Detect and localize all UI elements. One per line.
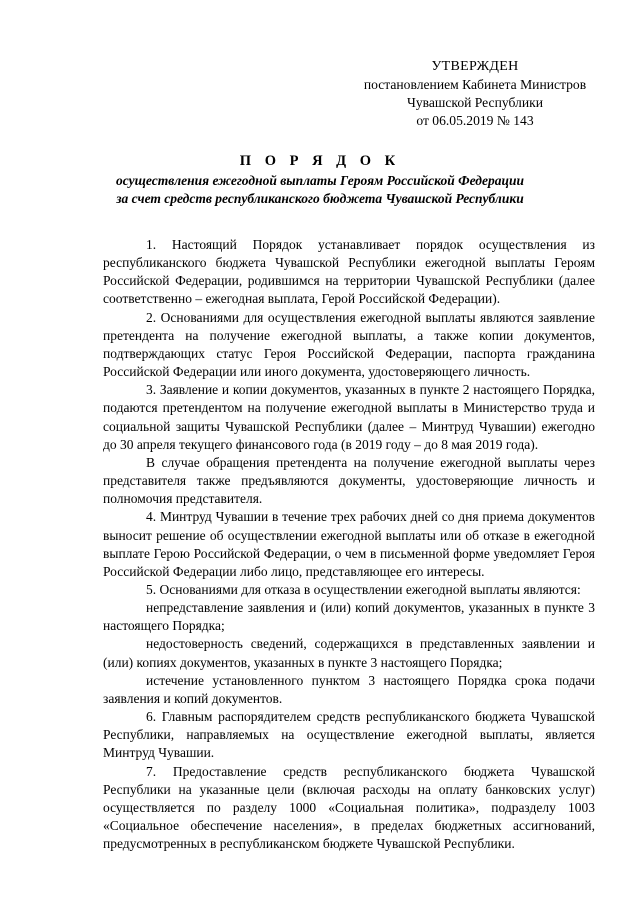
document-title-block [80,152,560,208]
approval-stamp [340,58,610,130]
document-subtitle-line-2: за счет средств республиканского бюджета Чувашской Республики [116,191,524,206]
paragraph-5-item-1: непредставление заявления и (или) копий документов, указанных в пункте 3 настоящего Порядка; [103,600,595,634]
paragraph-1: 1. Настоящий Порядок устанавливает порядок осуществления из республиканского бюджета Чувашской Республики ежегодной выплаты Героям Российской Федерации, родившимся на территории Чувашской Республики (далее соответственно – ежегодная выплата, Герой Российской Федерации). [103,237,595,307]
document-body [103,236,595,853]
paragraph-3: 3. Заявление и копии документов, указанных в пункте 2 настоящего Порядка, подаются претендентом на получение ежегодной выплаты в Министерство труда и социальной защиты Чувашской Республики (далее – Минтруд Чувашии) ежегодно до 30 апреля текущего финансового года (в 2019 году – до 8 мая 2019 года). [103,382,595,452]
paragraph-6: 6. Главным распорядителем средств республиканского бюджета Чувашской Республики, направляемых на осуществление ежегодной выплаты, является Минтруд Чувашии. [103,709,595,761]
approval-title: УТВЕРЖДЕН [431,59,519,74]
approval-issuer: постановлением Кабинета Министров [363,77,587,92]
paragraph-2: 2. Основаниями для осуществления ежегодной выплаты являются заявление претендента на получение ежегодной выплаты, а также копии документов, подтверждающих статус Героя Российской Федерации, паспорта гражданина Российской Федерации или иного документа, удостоверяющего личность. [103,309,595,380]
paragraph-4: 4. Минтруд Чувашии в течение трех рабочих дней со дня приема документов выносит решение об осуществлении ежегодной выплаты или об отказе в ежегодной выплате Герою Российской Федерации, о чем в письменной форме уведомляет Героя Российской Федерации либо лицо, представляющее его интересы. [103,509,595,579]
paragraph-5-item-2: недостоверность сведений, содержащихся в представленных заявлении и (или) копиях документов, указанных в пункте 3 настоящего Порядка; [103,636,595,670]
paragraph-7: 7. Предоставление средств республиканского бюджета Чувашской Республики на указанные цели (включая расходы на оплату банковских услуг) осуществляется по разделу 1000 «Социальная политика», подразделу 1003 «Социальное обеспечение населения», в пределах бюджетных ассигнований, предусмотренных в республиканском бюджете Чувашской Республики. [103,763,595,852]
document-title: П О Р Я Д О К [239,153,401,169]
approval-region: Чувашской Республики [407,95,543,110]
paragraph-5: 5. Основаниями для отказа в осуществлении ежегодной выплаты являются: [146,581,581,597]
paragraph-3-representative: В случае обращения претендента на получение ежегодной выплаты через представителя также предъявляются документы, удостоверяющие личность и полномочия представителя. [103,454,595,507]
approval-date-number: от 06.05.2019 № 143 [416,113,534,128]
document-subtitle-line-1: осуществления ежегодной выплаты Героям Российской Федерации [116,173,524,188]
paragraph-5-item-3: истечение установленного пунктом 3 настоящего Порядка срока подачи заявления и копий документов. [103,672,595,706]
